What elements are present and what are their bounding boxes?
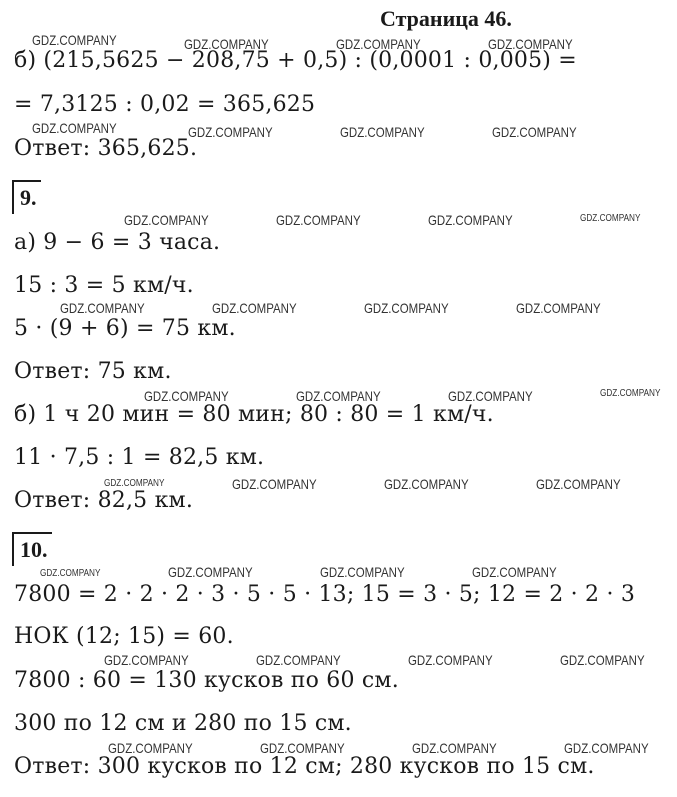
expression-line: 300 по 12 см и 280 по 15 см. [14, 711, 352, 736]
watermark: GDZ.COMPANY [296, 388, 381, 404]
watermark: GDZ.COMPANY [60, 300, 145, 316]
watermark: GDZ.COMPANY [472, 564, 557, 580]
watermark: GDZ.COMPANY [364, 300, 449, 316]
watermark: GDZ.COMPANY [492, 124, 577, 140]
watermark: GDZ.COMPANY [32, 120, 117, 136]
expression-line: 11 · 7,5 : 1 = 82,5 км. [14, 445, 265, 470]
expression-line: а) 9 − 6 = 3 часа. [14, 230, 221, 255]
expression-line: 7800 : 60 = 130 кусков по 60 см. [14, 668, 399, 693]
answer-line: Ответ: 300 кусков по 12 см; 280 кусков по 15 см. [14, 754, 595, 779]
watermark: GDZ.COMPANY [384, 476, 469, 492]
watermark: GDZ.COMPANY [108, 740, 193, 756]
answer-line: Ответ: 82,5 км. [14, 488, 194, 513]
watermark: GDZ.COMPANY [168, 564, 253, 580]
watermark: GDZ.COMPANY [124, 212, 209, 228]
watermark: GDZ.COMPANY [428, 212, 513, 228]
watermark: GDZ.COMPANY [144, 388, 229, 404]
page-title: Страница 46. [380, 6, 512, 31]
watermark: GDZ.COMPANY [104, 652, 189, 668]
watermark: GDZ.COMPANY [260, 740, 345, 756]
task-number: 9. [12, 180, 41, 214]
watermark: GDZ.COMPANY [488, 36, 573, 52]
expression-line: 7800 = 2 · 2 · 2 · 3 · 5 · 5 · 13; 15 = 3 · 5; 12 = 2 · 2 · 3 [14, 582, 636, 607]
watermark: GDZ.COMPANY [560, 652, 645, 668]
watermark: GDZ.COMPANY [516, 300, 601, 316]
watermark: GDZ.COMPANY [600, 388, 661, 399]
watermark: GDZ.COMPANY [212, 300, 297, 316]
watermark: GDZ.COMPANY [580, 213, 641, 224]
watermark: GDZ.COMPANY [104, 478, 165, 489]
watermark: GDZ.COMPANY [336, 36, 421, 52]
expression-line: 5 · (9 + 6) = 75 км. [14, 316, 236, 341]
watermark: GDZ.COMPANY [184, 36, 269, 52]
watermark: GDZ.COMPANY [412, 740, 497, 756]
watermark: GDZ.COMPANY [256, 652, 341, 668]
task-number: 10. [12, 532, 52, 566]
watermark: GDZ.COMPANY [40, 568, 101, 579]
expression-line: = 7,3125 : 0,02 = 365,625 [14, 92, 316, 117]
expression-line: НОК (12; 15) = 60. [14, 624, 234, 649]
watermark: GDZ.COMPANY [320, 564, 405, 580]
watermark: GDZ.COMPANY [448, 388, 533, 404]
watermark: GDZ.COMPANY [276, 212, 361, 228]
watermark: GDZ.COMPANY [340, 124, 425, 140]
watermark: GDZ.COMPANY [536, 476, 621, 492]
watermark: GDZ.COMPANY [408, 652, 493, 668]
answer-line: Ответ: 75 км. [14, 359, 172, 384]
watermark: GDZ.COMPANY [564, 740, 649, 756]
watermark: GDZ.COMPANY [232, 476, 317, 492]
expression-line: б) (215,5625 − 208,75 + 0,5) : (0,0001 : 0,005) = [14, 48, 577, 73]
watermark: GDZ.COMPANY [32, 32, 117, 48]
expression-line: б) 1 ч 20 мин = 80 мин; 80 : 80 = 1 км/ч. [14, 402, 494, 427]
expression-line: 15 : 3 = 5 км/ч. [14, 273, 194, 298]
watermark: GDZ.COMPANY [188, 124, 273, 140]
answer-line: Ответ: 365,625. [14, 136, 198, 161]
